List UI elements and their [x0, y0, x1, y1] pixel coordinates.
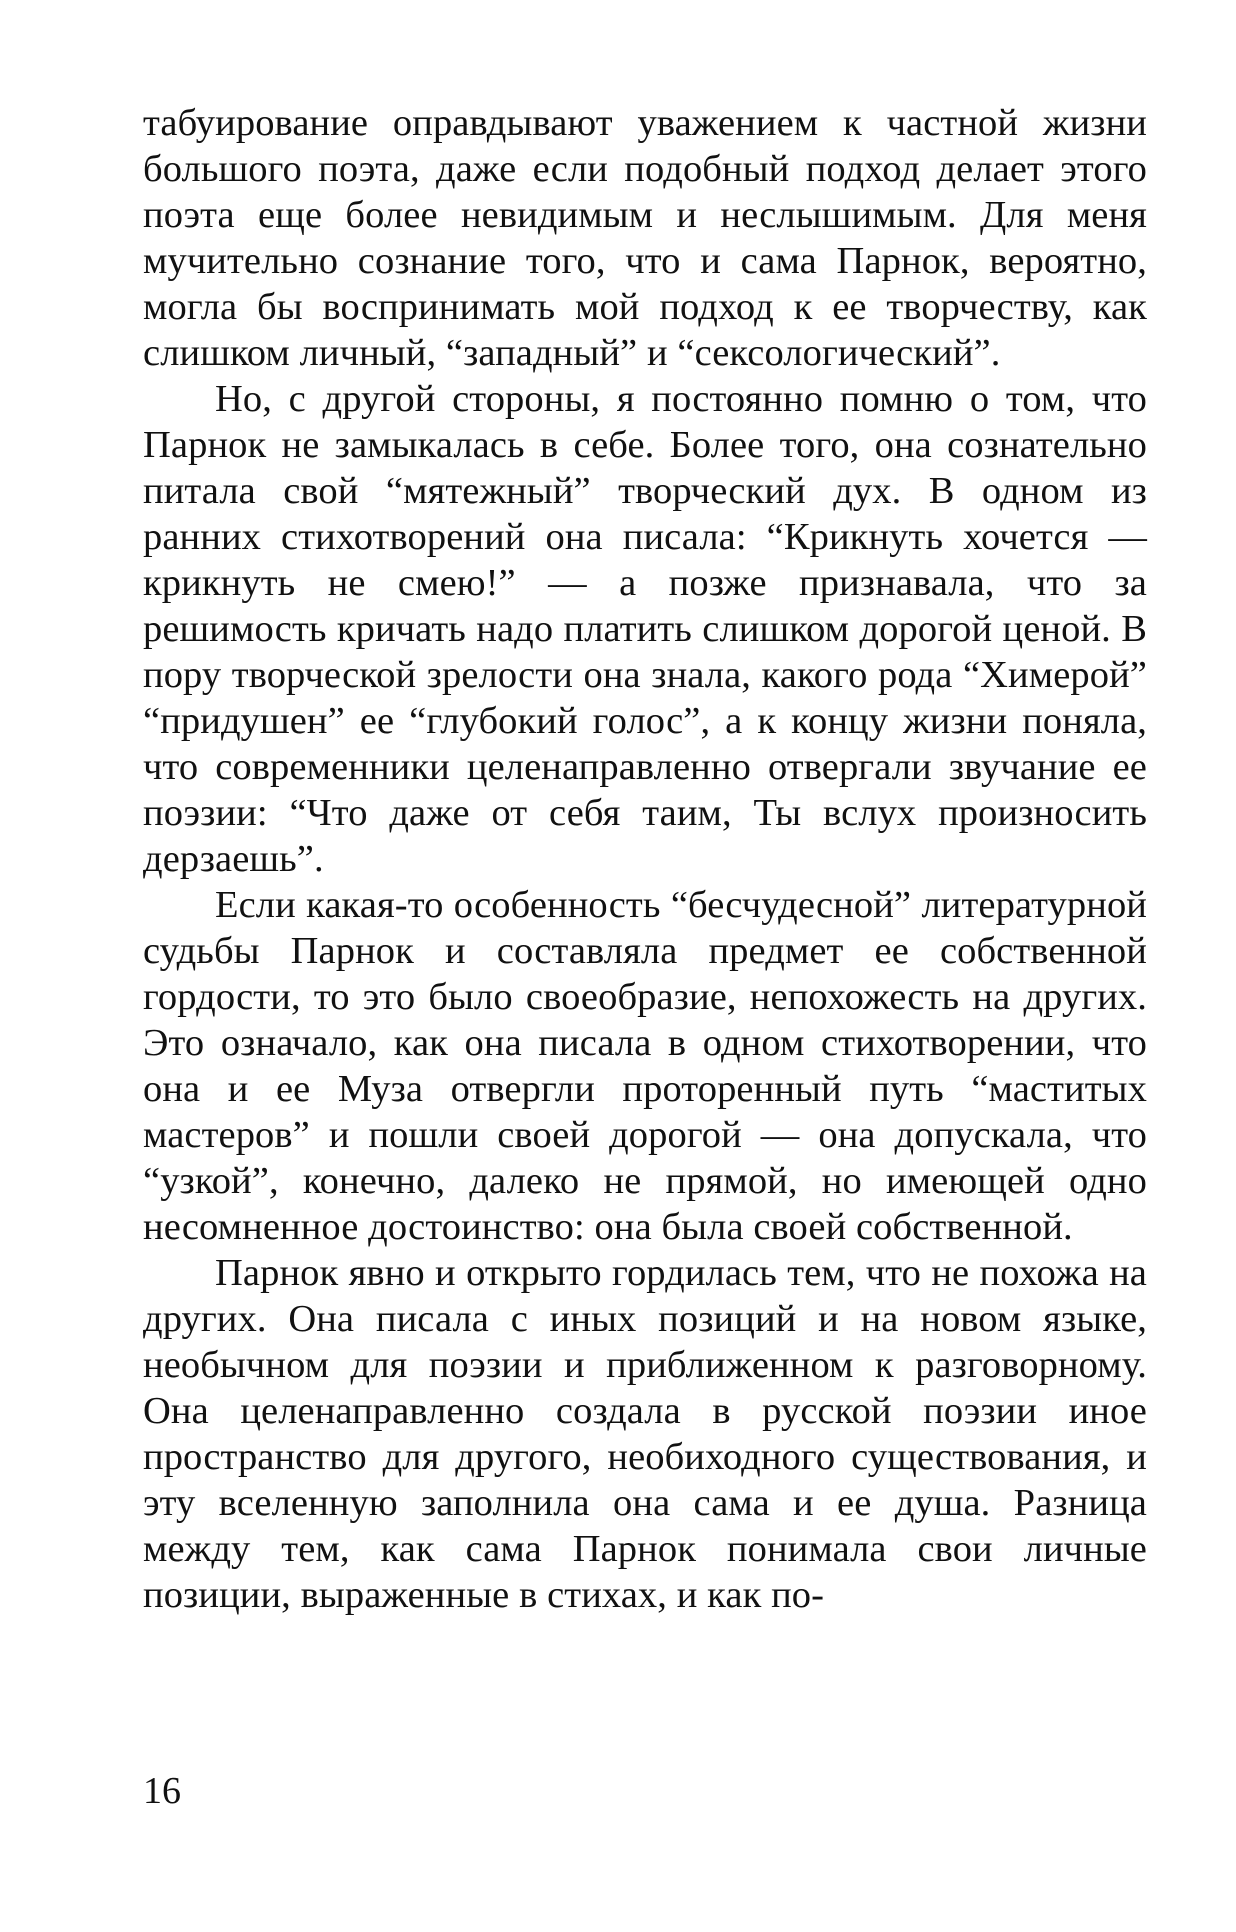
paragraph-1: табуирование оправдывают уважением к частной жизни большого поэта, даже если подобный подход делает этого поэта еще более невидимым и неслышимым. Для меня мучительно сознание того, что и сама Парнок, вероятно, могла бы воспринимать мой подход к ее творчеству, как слишком личный, “западный” и “сексологический”.: [143, 102, 1147, 374]
page-body: [143, 100, 1147, 1618]
paragraph-4: Парнок явно и открыто гордилась тем, что не похожа на других. Она писала с иных позиций и на новом языке, необычном для поэзии и приближенном к разговорному. Она целенаправленно создала в русской поэзии иное пространство для другого, необиходного существования, и эту вселенную заполнила она сама и ее душа. Разница между тем, как сама Парнок понимала свои личные позиции, выраженные в стихах, и как по-: [143, 1252, 1147, 1616]
paragraph-3: Если какая-то особенность “бесчудесной” литературной судьбы Парнок и составляла предмет ее собственной гордости, то это было своеобразие, непохожесть на других. Это означало, как она писала в одном стихотворении, что она и ее Муза отвергли проторенный путь “маститых мастеров” и пошли своей дорогой — она допускала, что “узкой”, конечно, далеко не прямой, но имеющей одно несомненное достоинство: она была своей собственной.: [143, 884, 1147, 1248]
page-number: 16: [143, 1770, 181, 1812]
paragraph-2: Но, с другой стороны, я постоянно помню о том, что Парнок не замыкалась в себе. Более того, она сознательно питала свой “мятежный” творческий дух. В одном из ранних стихотворений она писала: “Крикнуть хочется — крикнуть не смею!” — а позже признавала, что за решимость кричать надо платить слишком дорогой ценой. В пору творческой зрелости она знала, какого рода “Химерой” “придушен” ее “глубокий голос”, а к концу жизни поняла, что современники целенаправленно отвергали звучание ее поэзии: “Что даже от себя таим, Ты вслух произносить дерзаешь”.: [143, 378, 1147, 880]
